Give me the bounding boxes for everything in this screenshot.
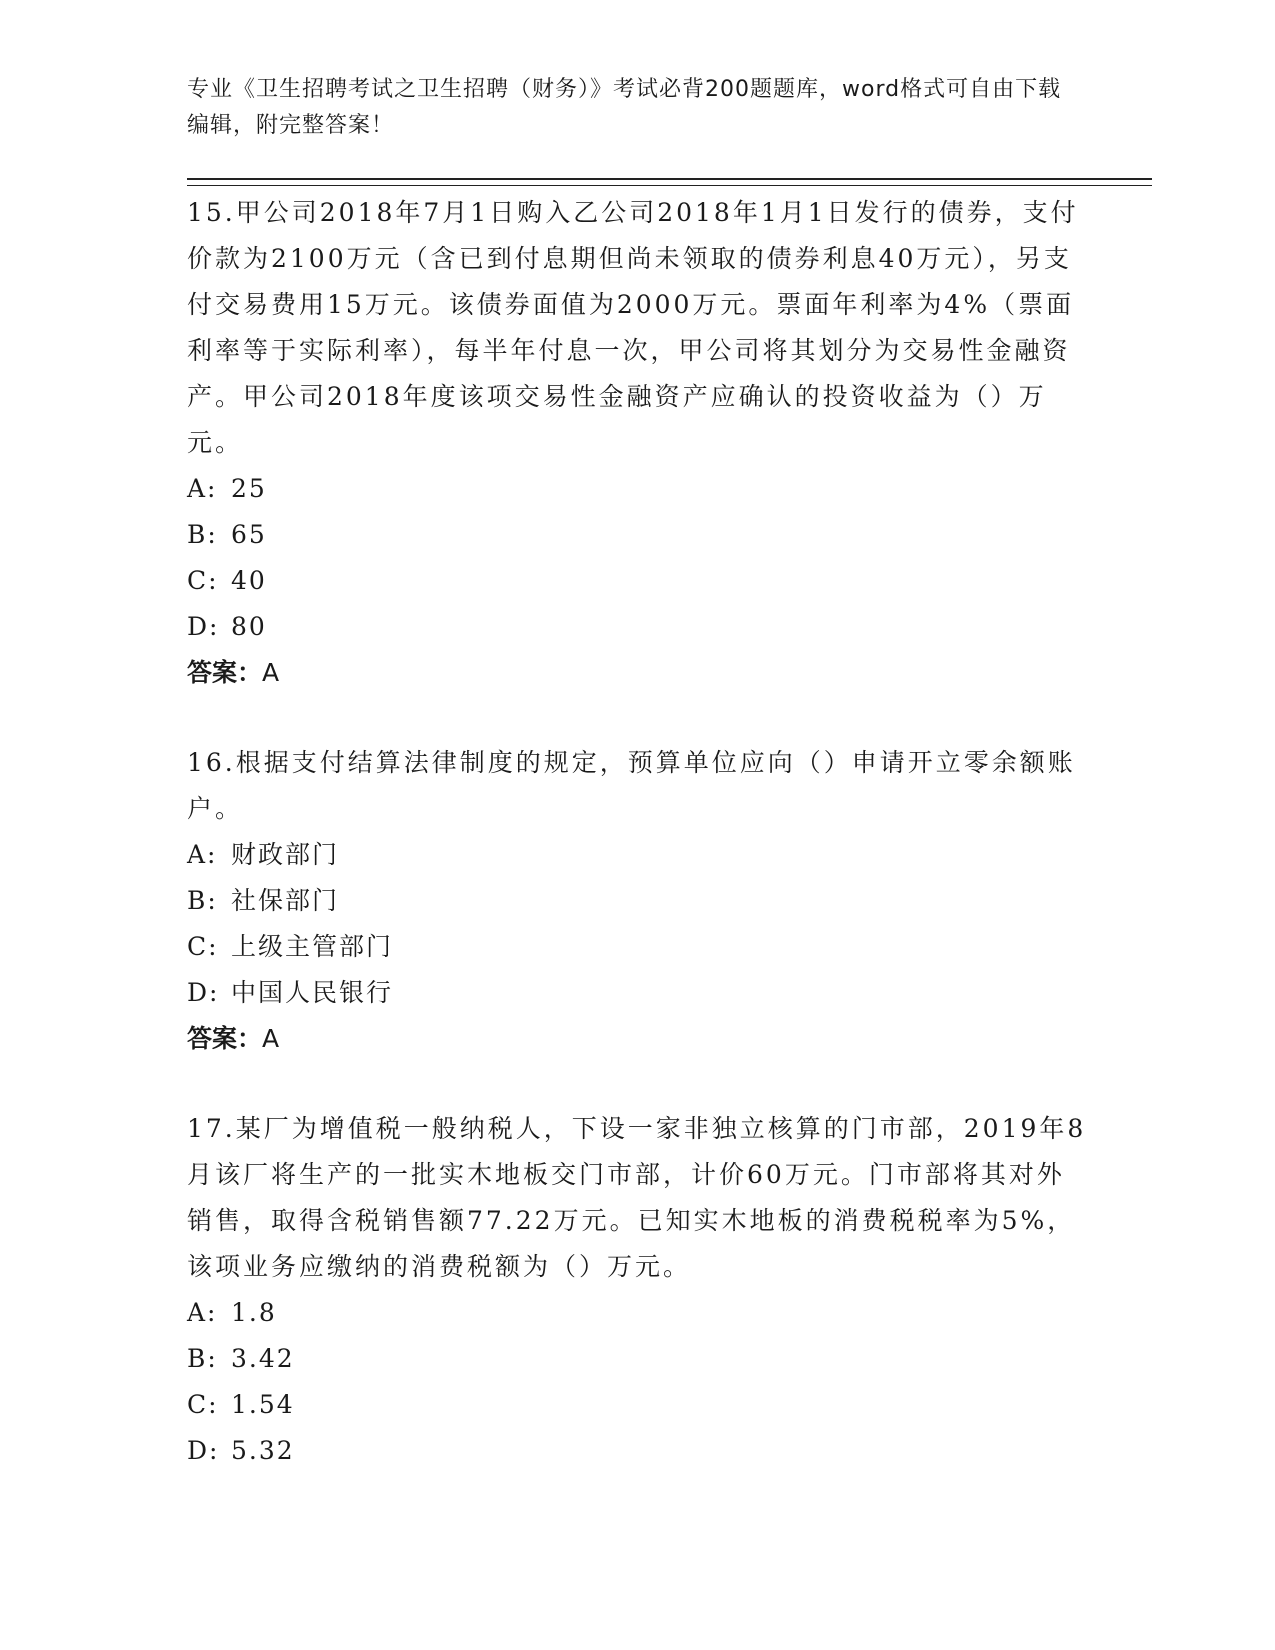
question-list [187, 190, 1087, 1518]
option-c [187, 924, 1087, 970]
option-text: 1.8 [231, 1298, 277, 1327]
option-d [187, 604, 1087, 650]
header-divider-thin [187, 185, 1152, 186]
option-b [187, 512, 1087, 558]
answer-line [187, 650, 1087, 696]
option-letter: C: [187, 566, 219, 595]
answer-label: 答案： [187, 1024, 263, 1053]
option-letter: D: [187, 612, 220, 641]
option-b [187, 878, 1087, 924]
option-letter: A: [187, 1298, 218, 1327]
option-text: 5.32 [231, 1436, 295, 1465]
option-letter: C: [187, 932, 219, 961]
answer-value: A [262, 658, 280, 687]
question-16 [187, 740, 1087, 1062]
option-text: 1.54 [231, 1390, 295, 1419]
option-letter: A: [187, 474, 218, 503]
option-letter: D: [187, 978, 220, 1007]
question-stem: 17.某厂为增值税一般纳税人，下设一家非独立核算的门市部，2019年8月该厂将生产的一批实木地板交门市部，计价60万元。门市部将其对外销售，取得含税销售额77.22万元。已知实木地板的消费税税率为5%，该项业务应缴纳的消费税额为（）万元。 [187, 1114, 1087, 1281]
option-letter: B: [187, 1344, 218, 1373]
option-c [187, 558, 1087, 604]
option-a [187, 1290, 1087, 1336]
option-text: 上级主管部门 [231, 932, 394, 961]
document-header: 专业《卫生招聘考试之卫生招聘（财务）》考试必背200题题库，word格式可自由下载编辑，附完整答案！ [187, 77, 1062, 138]
option-text: 社保部门 [231, 886, 340, 915]
option-c [187, 1382, 1087, 1428]
option-d [187, 970, 1087, 1016]
option-text: 25 [231, 474, 267, 503]
option-letter: B: [187, 886, 218, 915]
question-stem: 16.根据支付结算法律制度的规定，预算单位应向（）申请开立零余额账户。 [187, 748, 1076, 823]
option-letter: C: [187, 1390, 219, 1419]
option-a [187, 832, 1087, 878]
option-letter: D: [187, 1436, 220, 1465]
answer-line [187, 1016, 1087, 1062]
option-text: 40 [231, 566, 267, 595]
answer-value: A [262, 1024, 280, 1053]
option-text: 中国人民银行 [231, 978, 394, 1007]
option-b [187, 1336, 1087, 1382]
option-d [187, 1428, 1087, 1474]
option-text: 财政部门 [231, 840, 340, 869]
option-letter: B: [187, 520, 218, 549]
header-divider-thick [187, 178, 1152, 180]
option-a [187, 466, 1087, 512]
answer-label: 答案： [187, 658, 263, 687]
question-stem: 15.甲公司2018年7月1日购入乙公司2018年1月1日发行的债券，支付价款为2100万元（含已到付息期但尚未领取的债券利息40万元），另支付交易费用15万元。该债券面值为2000万元。票面年利率为4%（票面利率等于实际利率），每半年付息一次，甲公司将其划分为交易性金融资产。甲公司2018年度该项交易性金融资产应确认的投资收益为（）万元。 [187, 198, 1079, 457]
option-letter: A: [187, 840, 218, 869]
option-text: 65 [231, 520, 267, 549]
option-text: 3.42 [231, 1344, 295, 1373]
question-17 [187, 1106, 1087, 1474]
option-text: 80 [231, 612, 267, 641]
question-15 [187, 190, 1087, 696]
